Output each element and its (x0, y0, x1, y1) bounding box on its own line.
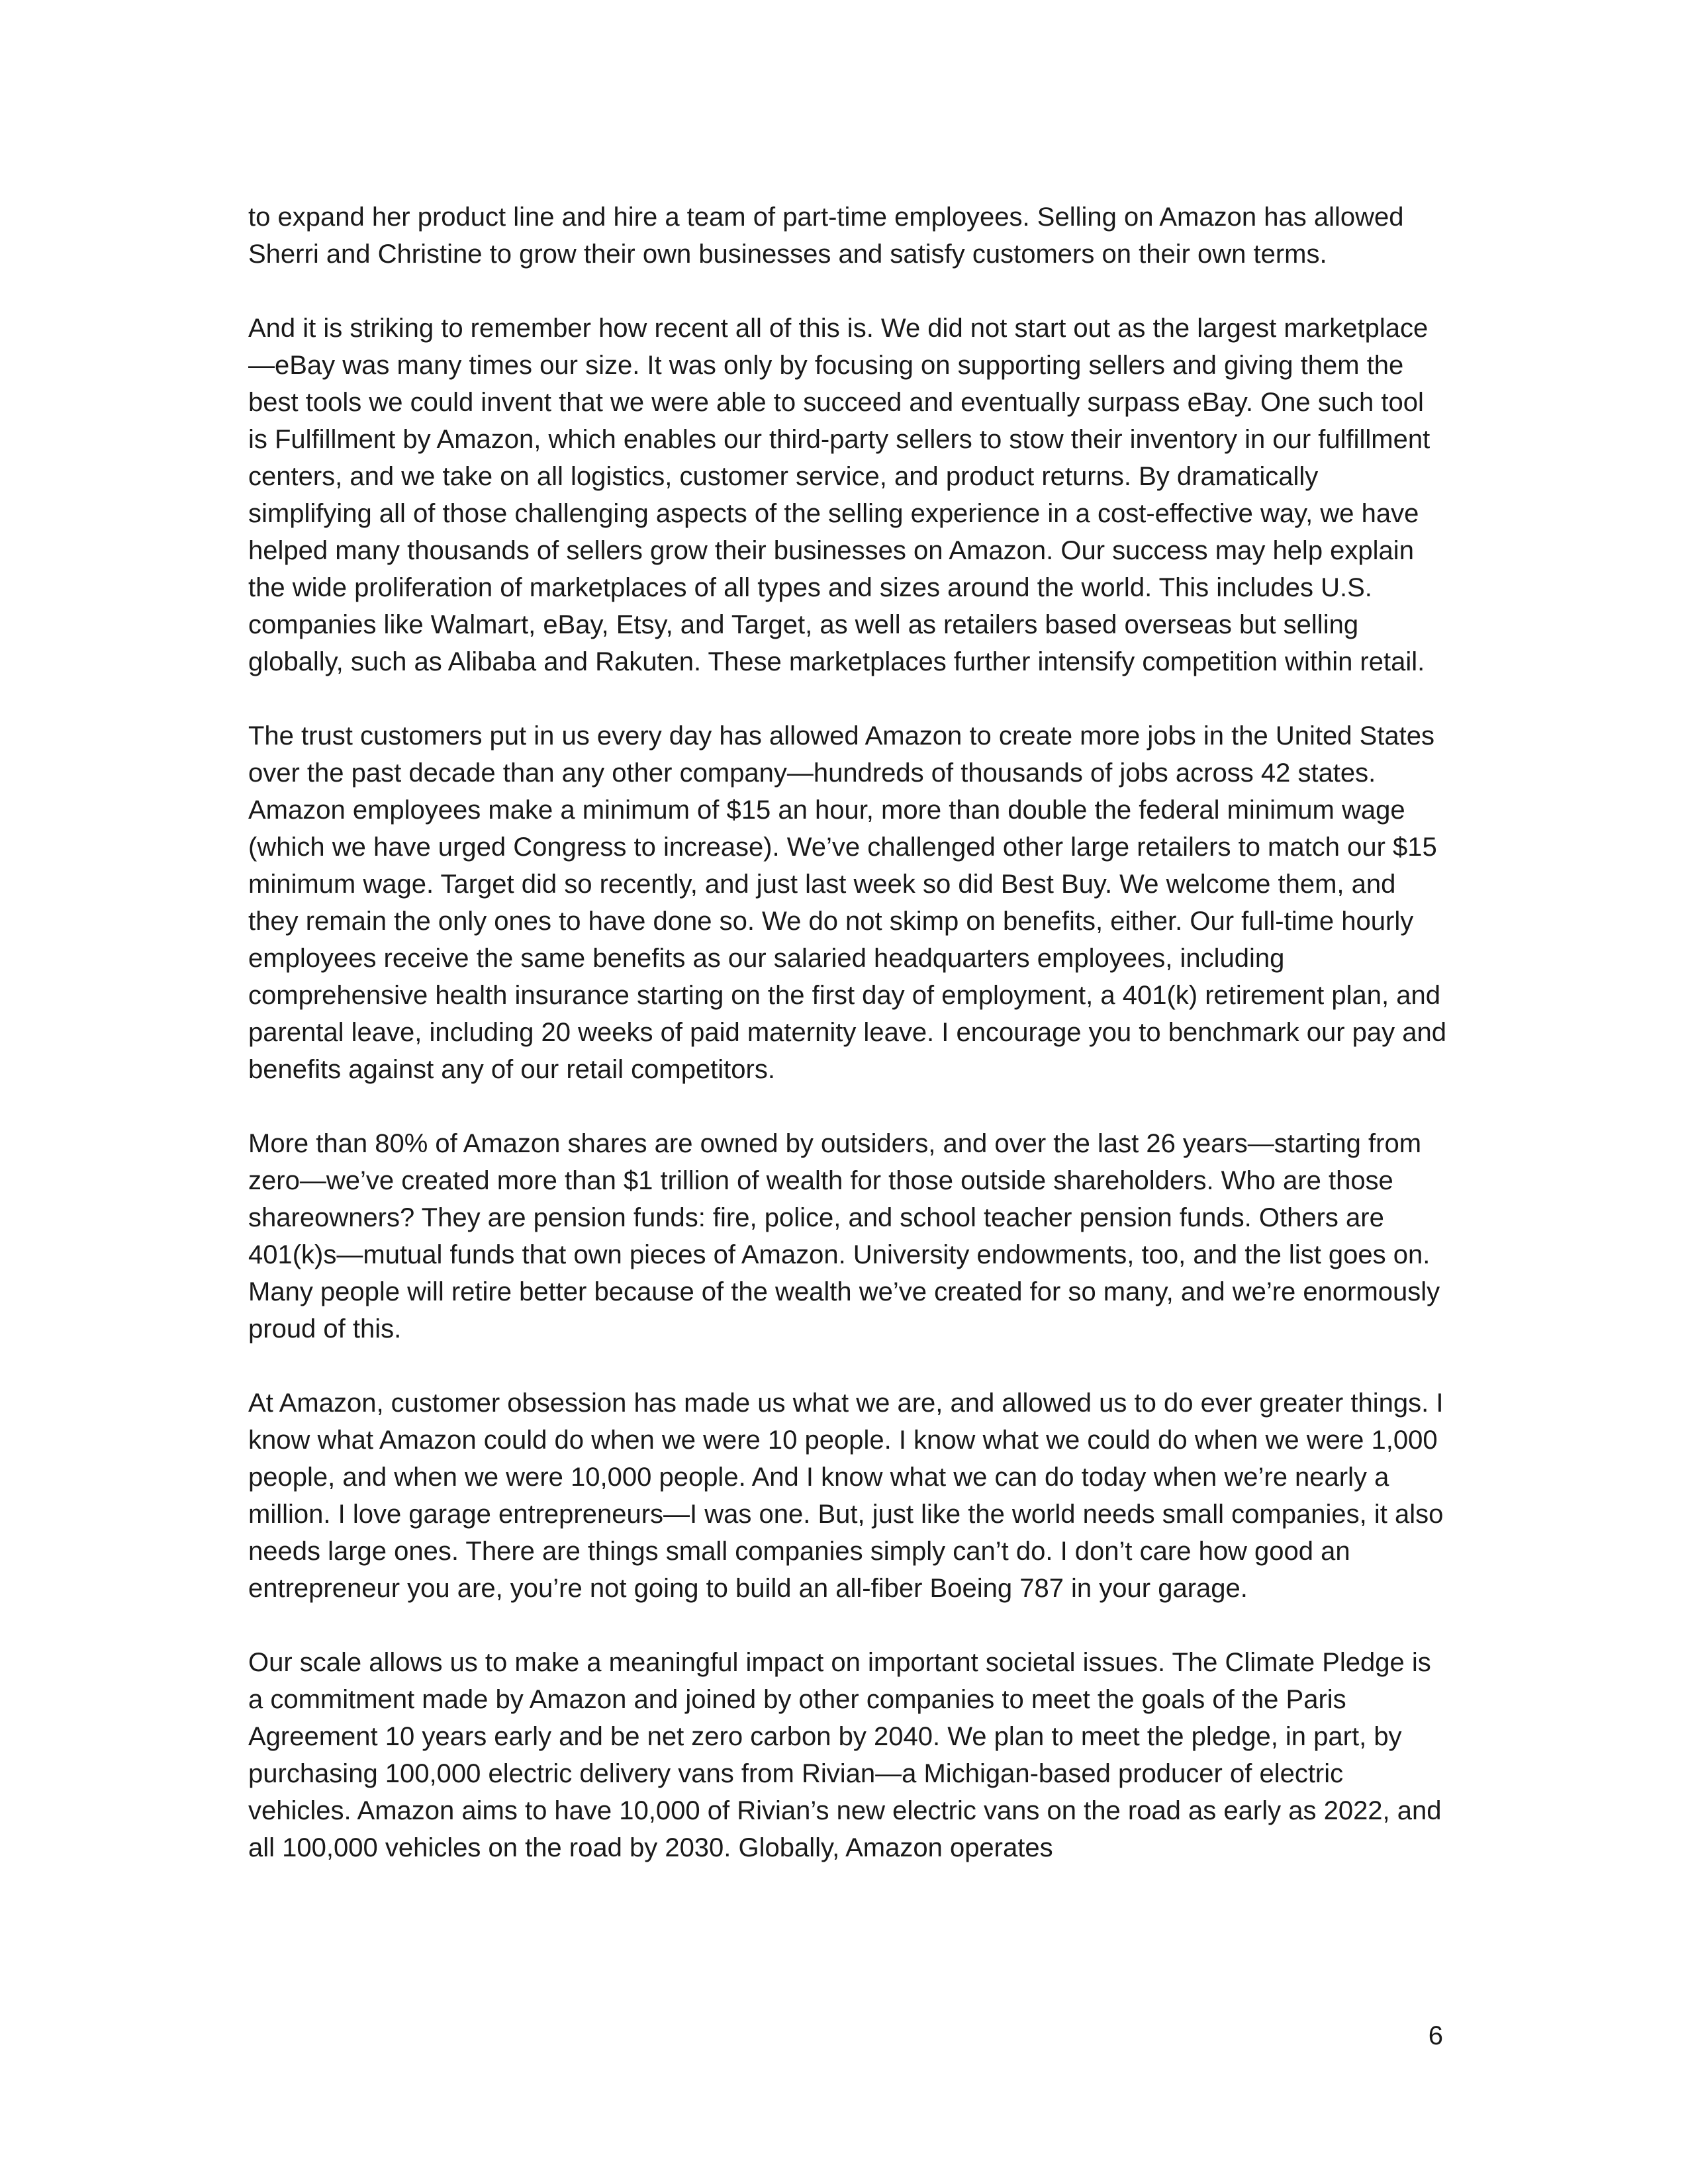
body-text (248, 199, 1446, 1903)
paragraph-2: And it is striking to remember how recent all of this is. We did not start out as the largest marketplace—eBay was many times our size. It was only by focusing on supporting sellers and giving them the best tools we could invent that we were able to succeed and eventually surpass eBay. One such tool is Fulfillment by Amazon, which enables our third-party sellers to stow their inventory in our fulfillment centers, and we take on all logistics, customer service, and product returns. By dramatically simplifying all of those challenging aspects of the selling experience in a cost-effective way, we have helped many thousands of sellers grow their businesses on Amazon. Our success may help explain the wide proliferation of marketplaces of all types and sizes around the world. This includes U.S. companies like Walmart, eBay, Etsy, and Target, as well as retailers based overseas but selling globally, such as Alibaba and Rakuten. These marketplaces further intensify competition within retail. (248, 314, 1430, 676)
paragraph-1: to expand her product line and hire a team of part-time employees. Selling on Amazon has allowed Sherri and Christine to grow their own businesses and satisfy customers on their own terms. (248, 203, 1404, 269)
paragraph-6: Our scale allows us to make a meaningful impact on important societal issues. The Climate Pledge is a commitment made by Amazon and joined by other companies to meet the goals of the Paris Agreement 10 years early and be net zero carbon by 2040. We plan to meet the pledge, in part, by purchasing 100,000 electric delivery vans from Rivian—a Michigan-based producer of electric vehicles. Amazon aims to have 10,000 of Rivian’s new electric vans on the road as early as 2022, and all 100,000 vehicles on the road by 2030. Globally, Amazon operates (248, 1648, 1442, 1862)
paragraph-5: At Amazon, customer obsession has made us what we are, and allowed us to do ever greater things. I know what Amazon could do when we were 10 people. I know what we could do when we were 1,000 people, and when we were 10,000 people. And I know what we can do today when we’re nearly a million. I love garage entrepreneurs—I was one. But, just like the world needs small companies, it also needs large ones. There are things small companies simply can’t do. I don’t care how good an entrepreneur you are, you’re not going to build an all-fiber Boeing 787 in your garage. (248, 1388, 1444, 1603)
paragraph-3: The trust customers put in us every day has allowed Amazon to create more jobs in the United States over the past decade than any other company—hundreds of thousands of jobs across 42 states. Amazon employees make a minimum of $15 an hour, more than double the federal minimum wage (which we have urged Congress to increase). We’ve challenged other large retailers to match our $15 minimum wage. Target did so recently, and just last week so did Best Buy. We welcome them, and they remain the only ones to have done so. We do not skimp on benefits, either. Our full-time hourly employees receive the same benefits as our salaried headquarters employees, including comprehensive health insurance starting on the first day of employment, a 401(k) retirement plan, and parental leave, including 20 weeks of paid maternity leave. I encourage you to benchmark our pay and benefits against any of our retail competitors. (248, 721, 1446, 1084)
page-number: 6 (1428, 2021, 1443, 2050)
paragraph-4: More than 80% of Amazon shares are owned by outsiders, and over the last 26 years—starting from zero—we’ve created more than $1 trillion of wealth for those outside shareholders. Who are those shareowners? They are pension funds: fire, police, and school teacher pension funds. Others are 401(k)s—mutual funds that own pieces of Amazon. University endowments, too, and the list goes on. Many people will retire better because of the wealth we’ve created for so many, and we’re enormously proud of this. (248, 1129, 1440, 1343)
